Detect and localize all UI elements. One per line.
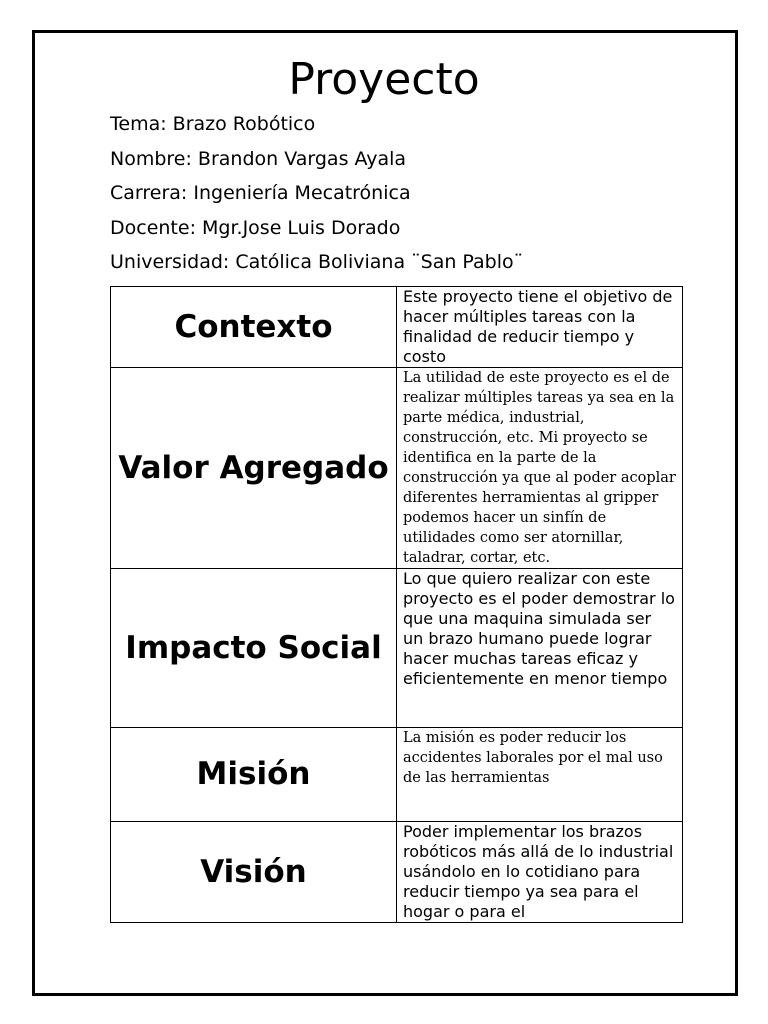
info-docente: Docente: Mgr.Jose Luis Dorado	[110, 216, 401, 239]
row-label-valor-agregado: Valor Agregado	[111, 368, 397, 569]
row-text-mision: La misión es poder reducir los accidentes laborales por el mal uso de las herramientas	[397, 728, 683, 822]
row-label-contexto: Contexto	[111, 287, 397, 368]
project-info	[110, 112, 523, 285]
row-label-impacto-social: Impacto Social	[111, 569, 397, 728]
row-text-vision: Poder implementar los brazos robóticos más allá de lo industrial usándolo en lo cotidiano para reducir tiempo ya sea para el hogar o para el	[397, 822, 683, 923]
row-label-mision: Misión	[111, 728, 397, 822]
table-row-contexto	[111, 287, 683, 368]
row-label-vision: Visión	[111, 822, 397, 923]
table-row-valor-agregado	[111, 368, 683, 569]
info-universidad: Universidad: Católica Boliviana ¨San Pablo¨	[110, 251, 524, 273]
row-text-valor-agregado: La utilidad de este proyecto es el de realizar múltiples tareas ya sea en la parte médica, industrial, construcción, etc. Mi proyecto se identifica en la parte de la construcción ya que al poder acoplar diferentes herramientas al gripper podemos hacer un sinfín de utilidades como ser atornillar, taladrar, cortar, etc.	[397, 368, 683, 569]
table-row-mision	[111, 728, 683, 822]
page-title: Proyecto	[288, 54, 480, 105]
row-text-impacto-social: Lo que quiero realizar con este proyecto es el poder demostrar lo que una maquina simulada ser un brazo humano puede lograr hacer muchas tareas eficaz y eficientemente en menor tiempo	[397, 569, 683, 728]
info-nombre: Nombre: Brandon Vargas Ayala	[110, 147, 407, 170]
row-text-contexto: Este proyecto tiene el objetivo de hacer múltiples tareas con la finalidad de reducir tiempo y costo	[397, 287, 683, 368]
table-row-vision	[111, 822, 683, 923]
info-tema: Tema: Brazo Robótico	[110, 113, 316, 135]
info-carrera: Carrera: Ingeniería Mecatrónica	[110, 182, 411, 204]
table-row-impacto-social	[111, 569, 683, 728]
project-table	[110, 286, 683, 923]
